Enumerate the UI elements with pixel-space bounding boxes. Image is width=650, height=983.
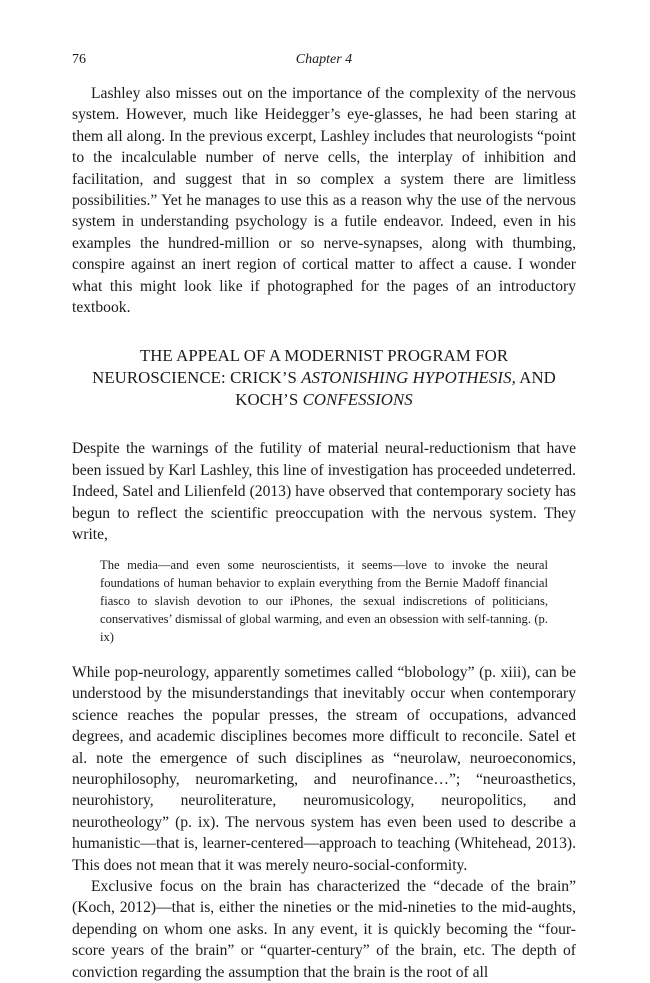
paragraph: Exclusive focus on the brain has characterized the “decade of the brain” (Koch, 2012)—that is, either the nineties or the mid-nineties to the mid-aughts, depending on whom one asks. In any event, it is quickly becoming the “four-score years of the brain” or “quarter-century” of the brain, etc. The depth of conviction regarding the assumption that the brain is the root of all: [72, 878, 576, 981]
paragraph: Lashley also misses out on the importance of the complexity of the nervous system. However, much like Heidegger’s eye-glasses, he had been staring at them all along. In the previous excerpt, Lashley includes that neurologists “point to the incalculable number of nerve cells, the interplay of inhibition and facilitation, and suggest that in so complex a system there are limitless possibilities.” Yet he manages to use this as a reason why the use of the nervous system in understanding psychology is a futile endeavor. Indeed, even in his examples the hundred-million or so nerve-synapses, along with thumbing, conspire against an inert region of cortical matter to affect a cause. I wonder what this might look like if photographed for the pages of an introductory textbook.: [72, 85, 576, 317]
page-number: 76: [72, 52, 86, 67]
running-head: Chapter 4: [295, 52, 353, 67]
section-heading: [90, 345, 558, 411]
paragraph: While pop-neurology, apparently sometimes called “blobology” (p. xiii), can be understood by the misunderstandings that inevitably occur when contemporary science reaches the popular presses, the stream of occupations, advanced degrees, and academic disciplines becomes more difficult to reconcile. Satel et al. note the emergence of such disciplines as “neurolaw, neuroeconomics, neurophilosophy, neuromarketing, and neurofinance…”; “neuroasthetics, neurohistory, neuroliterature, neuromusicology, neuropolitics, and neurotheology” (p. ix). The nervous system has even been used to describe a humanistic—that is, learner-centered—approach to teaching (Whitehead, 2013). This does not mean that it was merely neuro-social-conformity.: [72, 663, 576, 874]
section-heading-italic-title: ASTONISHING HYPOTHESIS,: [301, 368, 516, 388]
paragraph: Despite the warnings of the futility of material neural-reductionism that have been issued by Karl Lashley, this line of investigation has proceeded undeterred. Indeed, Satel and Lilienfeld (2013) have observed that contemporary society has begun to reflect the scientific preoccupation with the nervous system. They write,: [72, 440, 576, 544]
section-heading-text: THE APPEAL OF A MODERNIST PROGRAM FOR NEUROSCIENCE: CRICK’S: [92, 346, 509, 388]
section-heading-italic-title: CONFESSIONS: [302, 390, 413, 410]
page-header: [72, 52, 576, 74]
section-heading-text: AND KOCH’S: [235, 368, 556, 410]
block-quote: The media—and even some neuroscientists, it seems—love to invoke the neural foundations of human behavior to explain everything from the Bernie Madoff financial fiasco to slavish devotion to our iPhones, the sexual indiscretions of politicians, conservatives’ dismissal of global warming, and even an obsession with self-tanning. (p. ix): [100, 557, 548, 644]
page-body: [72, 83, 576, 983]
